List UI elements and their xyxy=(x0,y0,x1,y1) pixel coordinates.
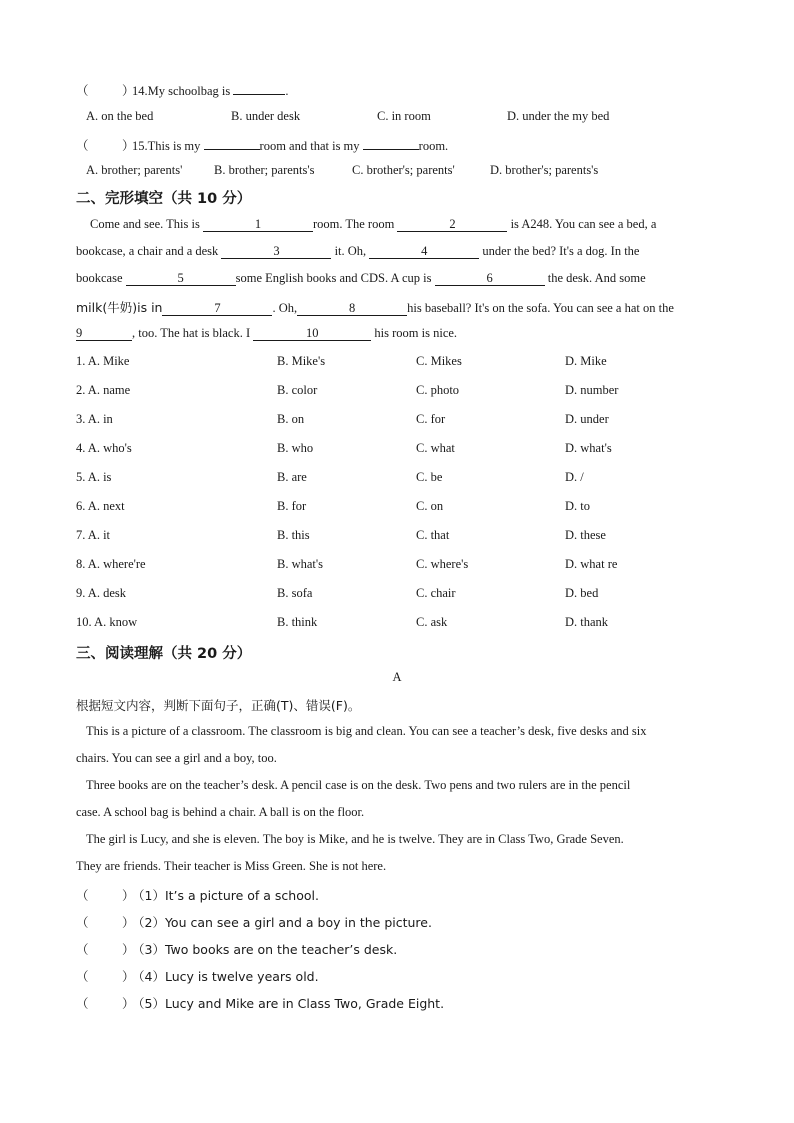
cloze-option[interactable]: D. Mike xyxy=(565,354,607,368)
question-15: （ ）15.This is my room and that is my room. xyxy=(76,138,449,153)
cloze-option[interactable]: D. what's xyxy=(565,441,612,455)
answer-blank[interactable]: （ ） xyxy=(76,915,135,930)
question-14: （ ）14.My schoolbag is . xyxy=(76,83,289,98)
cloze-option[interactable]: D. number xyxy=(565,383,619,397)
reading-line-3: Three books are on the teacher’s desk. A pencil case is on the desk. Two pens and two rulers are in the pencil xyxy=(86,778,631,792)
answer-blank[interactable]: （ ） xyxy=(76,996,135,1011)
cloze-blank-5[interactable]: 5 xyxy=(126,272,236,286)
cloze-option[interactable]: 7. A. it xyxy=(76,528,111,542)
q14-option-a[interactable]: A. on the bed xyxy=(86,109,154,123)
q15-option-c[interactable]: C. brother's; parents' xyxy=(352,163,455,177)
answer-blank[interactable]: （ ） xyxy=(76,138,135,153)
cloze-option[interactable]: C. ask xyxy=(416,615,448,629)
cloze-option[interactable]: 3. A. in xyxy=(76,412,113,426)
cloze-option[interactable]: C. where's xyxy=(416,557,469,571)
cloze-line-2: bookcase, a chair and a desk 3 it. Oh, 4 under the bed? It's a dog. In the xyxy=(76,244,640,258)
cloze-line-4: milk(牛奶)is in 7 . Oh, 8 his baseball? It's on the sofa. You can see a hat on the xyxy=(76,300,674,315)
cloze-option[interactable]: 9. A. desk xyxy=(76,586,126,600)
cloze-blank-7[interactable]: 7 xyxy=(162,302,272,316)
reading-line-4: case. A school bag is behind a chair. A ball is on the floor. xyxy=(76,805,365,819)
cloze-blank-9[interactable]: 9 xyxy=(76,327,132,341)
cloze-option[interactable]: D. bed xyxy=(565,586,599,600)
cloze-option[interactable]: D. what re xyxy=(565,557,618,571)
tf-item xyxy=(76,886,319,904)
tf-item xyxy=(76,967,319,985)
answer-blank[interactable]: （ ） xyxy=(76,942,135,957)
tf-statement: （2）You can see a girl and a boy in the picture. xyxy=(132,915,432,930)
reading-line-1: This is a picture of a classroom. The classroom is big and clean. You can see a teacher’s desk, five desks and six xyxy=(86,724,647,738)
tf-item xyxy=(76,940,397,958)
cloze-option[interactable]: B. sofa xyxy=(277,586,313,600)
cloze-blank-3[interactable]: 3 xyxy=(221,245,331,259)
cloze-option[interactable]: C. Mikes xyxy=(416,354,462,368)
cloze-blank-1[interactable]: 1 xyxy=(203,218,313,232)
cloze-line-5: 9 , too. The hat is black. I 10 his room is nice. xyxy=(76,326,458,340)
tf-statement: （4）Lucy is twelve years old. xyxy=(132,969,319,984)
reading-line-6: They are friends. Their teacher is Miss Green. She is not here. xyxy=(76,859,387,873)
tf-statement: （3）Two books are on the teacher’s desk. xyxy=(132,942,398,957)
q14-option-c[interactable]: C. in room xyxy=(377,109,431,123)
cloze-option[interactable]: 4. A. who's xyxy=(76,441,132,455)
q15-option-a[interactable]: A. brother; parents' xyxy=(86,163,183,177)
reading-line-2: chairs. You can see a girl and a boy, too. xyxy=(76,751,277,765)
q15-option-d[interactable]: D. brother's; parents's xyxy=(490,163,599,177)
cloze-line-1: Come and see. This is 1 room. The room 2 is A248. You can see a bed, a xyxy=(90,217,657,231)
cloze-blank-2[interactable]: 2 xyxy=(397,218,507,232)
tf-statement: （5）Lucy and Mike are in Class Two, Grade Eight. xyxy=(132,996,445,1011)
cloze-option[interactable]: B. this xyxy=(277,528,310,542)
cloze-option[interactable]: 5. A. is xyxy=(76,470,112,484)
cloze-option[interactable]: D. under xyxy=(565,412,609,426)
cloze-option[interactable]: C. chair xyxy=(416,586,456,600)
cloze-option[interactable]: B. are xyxy=(277,470,307,484)
answer-blank[interactable]: （ ） xyxy=(76,83,135,98)
cloze-option[interactable]: C. that xyxy=(416,528,450,542)
fill-blank xyxy=(204,136,260,150)
cloze-option[interactable]: D. / xyxy=(565,470,584,484)
cloze-option[interactable]: 2. A. name xyxy=(76,383,131,397)
cloze-option[interactable]: D. these xyxy=(565,528,606,542)
reading-line-5: The girl is Lucy, and she is eleven. The boy is Mike, and he is twelve. They are in Class Two, Grade Seven. xyxy=(86,832,624,846)
cloze-option[interactable]: C. photo xyxy=(416,383,460,397)
cloze-option[interactable]: B. for xyxy=(277,499,307,513)
cloze-option[interactable]: C. on xyxy=(416,499,444,513)
cloze-line-3: bookcase 5 some English books and CDS. A cup is 6 the desk. And some xyxy=(76,271,646,285)
tf-item xyxy=(76,913,432,931)
cloze-option[interactable]: B. what's xyxy=(277,557,324,571)
cloze-blank-4[interactable]: 4 xyxy=(369,245,479,259)
tf-item xyxy=(76,994,444,1012)
cloze-option[interactable]: D. thank xyxy=(565,615,609,629)
answer-blank[interactable]: （ ） xyxy=(76,888,135,903)
cloze-blank-6[interactable]: 6 xyxy=(435,272,545,286)
tf-statement: （1）It’s a picture of a school. xyxy=(132,888,319,903)
cloze-option[interactable]: C. what xyxy=(416,441,455,455)
answer-blank[interactable]: （ ） xyxy=(76,969,135,984)
cloze-option[interactable]: 6. A. next xyxy=(76,499,125,513)
section-2-title: 二、完形填空（共 10 分） xyxy=(76,191,252,207)
fill-blank xyxy=(363,136,419,150)
reading-instruction: 根据短文内容，判断下面句子，正确(T)、错误(F)。 xyxy=(76,698,361,713)
cloze-option[interactable]: B. who xyxy=(277,441,314,455)
fill-blank xyxy=(233,81,285,95)
cloze-option[interactable]: B. Mike's xyxy=(277,354,326,368)
cloze-option[interactable]: 1. A. Mike xyxy=(76,354,130,368)
section-3-title: 三、阅读理解（共 20 分） xyxy=(76,646,252,662)
cloze-option[interactable]: B. think xyxy=(277,615,318,629)
q14-option-d[interactable]: D. under the my bed xyxy=(507,109,610,123)
cloze-blank-8[interactable]: 8 xyxy=(297,302,407,316)
cloze-option[interactable]: C. be xyxy=(416,470,443,484)
cloze-option[interactable]: B. on xyxy=(277,412,305,426)
q15-option-b[interactable]: B. brother; parents's xyxy=(214,163,315,177)
cloze-option[interactable]: C. for xyxy=(416,412,446,426)
cloze-option[interactable]: 8. A. where're xyxy=(76,557,146,571)
part-label: A xyxy=(392,670,402,684)
cloze-option[interactable]: 10. A. know xyxy=(76,615,138,629)
cloze-blank-10[interactable]: 10 xyxy=(253,327,371,341)
cloze-option[interactable]: B. color xyxy=(277,383,318,397)
cloze-option[interactable]: D. to xyxy=(565,499,590,513)
q14-option-b[interactable]: B. under desk xyxy=(231,109,301,123)
